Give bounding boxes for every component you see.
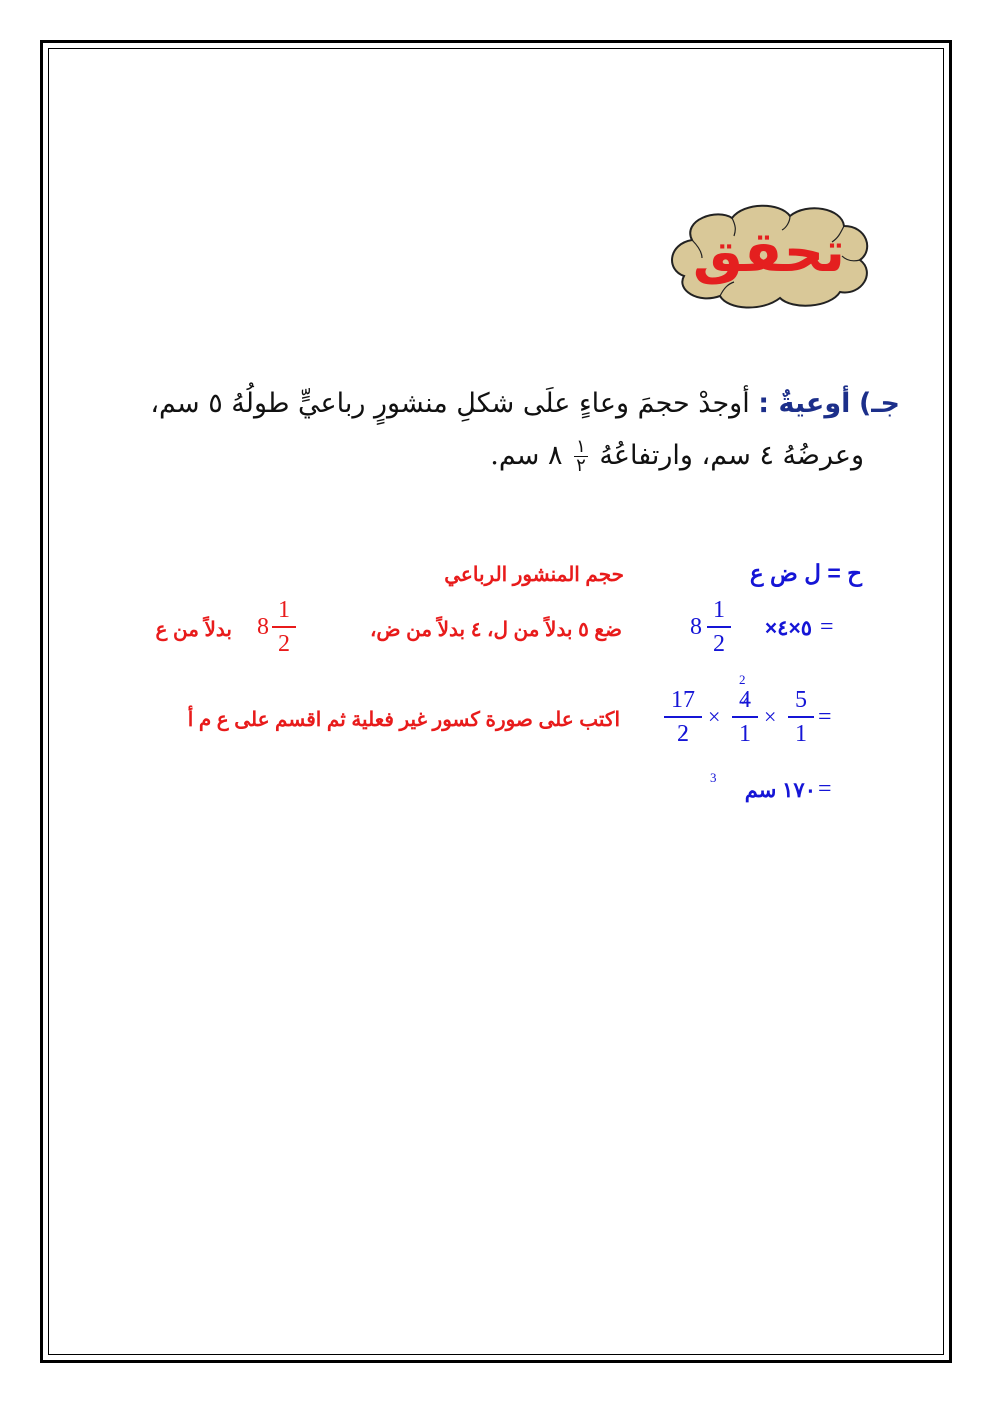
step1-fraction-bar xyxy=(707,626,731,628)
step1-expression: ٥×٤× xyxy=(764,617,812,640)
note-fraction-bar xyxy=(272,626,296,628)
fraction-17-over-2 xyxy=(664,686,702,748)
fraction-17-den xyxy=(664,720,702,748)
page-title: تحقق xyxy=(692,220,846,285)
problem-fraction-den: ٢ xyxy=(576,455,586,476)
problem-statement xyxy=(100,378,900,482)
step1-whole: 8 xyxy=(690,614,702,640)
step3-equals: = xyxy=(818,776,832,802)
problem-text-2b: سم. xyxy=(490,440,540,471)
step1-fraction-num: 1 xyxy=(713,597,725,623)
volume-formula: ح = ل ض ع xyxy=(749,560,862,586)
fraction-5-bar xyxy=(788,716,814,718)
problem-fraction xyxy=(574,438,588,475)
fraction-17-num: 17 xyxy=(671,687,695,713)
note-fraction-den: 2 xyxy=(278,630,290,657)
fraction-4-num-struck: 4 xyxy=(739,687,751,713)
problem-line-1 xyxy=(100,378,900,430)
fraction-4-over-1 xyxy=(732,686,758,748)
fraction-5-num: 5 xyxy=(795,687,807,713)
cubic-exponent: 3 xyxy=(710,770,717,785)
fraction-5-den: 1 xyxy=(795,720,807,747)
fraction-5-over-1 xyxy=(788,686,814,748)
note-improper-fractions: اكتب على صورة كسور غير فعلية ثم اقسم على ع م أ xyxy=(187,709,620,731)
problem-letter: جـ) xyxy=(858,388,900,419)
fraction-17-bar xyxy=(664,716,702,718)
step1-fraction xyxy=(707,596,731,658)
problem-whole: ٨ xyxy=(548,440,563,471)
problem-fraction-num: ١ xyxy=(576,436,586,457)
fraction-4-bar xyxy=(732,716,758,718)
fraction-4-num xyxy=(732,686,758,714)
note-fraction-num: 1 xyxy=(278,597,290,623)
note-fraction-whole: 8 xyxy=(257,614,269,640)
final-result: ١٧٠ سم xyxy=(744,779,816,802)
problem-text-2a: وعرضُهُ ٤ سم، وارتفاعُهُ xyxy=(599,440,864,471)
step2-equals: = xyxy=(818,704,832,730)
times-sign-2: × xyxy=(708,704,721,729)
problem-label: أوعيةٌ : xyxy=(758,388,851,419)
problem-line-2 xyxy=(100,430,900,482)
note-volume-of-prism: حجم المنشور الرباعي xyxy=(444,564,624,586)
times-sign-1: × xyxy=(764,704,777,729)
step1-equals: = xyxy=(820,614,834,640)
step1-fraction-den: 2 xyxy=(713,630,725,657)
problem-text-1: أوجدْ حجمَ وعاءٍ علَى شكلِ منشورٍ رباعيٍّ طولُهُ ٥ سم، xyxy=(150,388,750,419)
cancel-result-2: 2 xyxy=(739,672,746,687)
note-substitute-a: ضع ٥ بدلاً من ل، ٤ بدلاً من ض، xyxy=(369,619,622,641)
fraction-17-den-struck: 2 xyxy=(677,720,689,747)
fraction-4-den: 1 xyxy=(739,720,751,747)
note-substitute-b: بدلاً من ع xyxy=(155,619,232,641)
note-fraction xyxy=(272,596,296,658)
